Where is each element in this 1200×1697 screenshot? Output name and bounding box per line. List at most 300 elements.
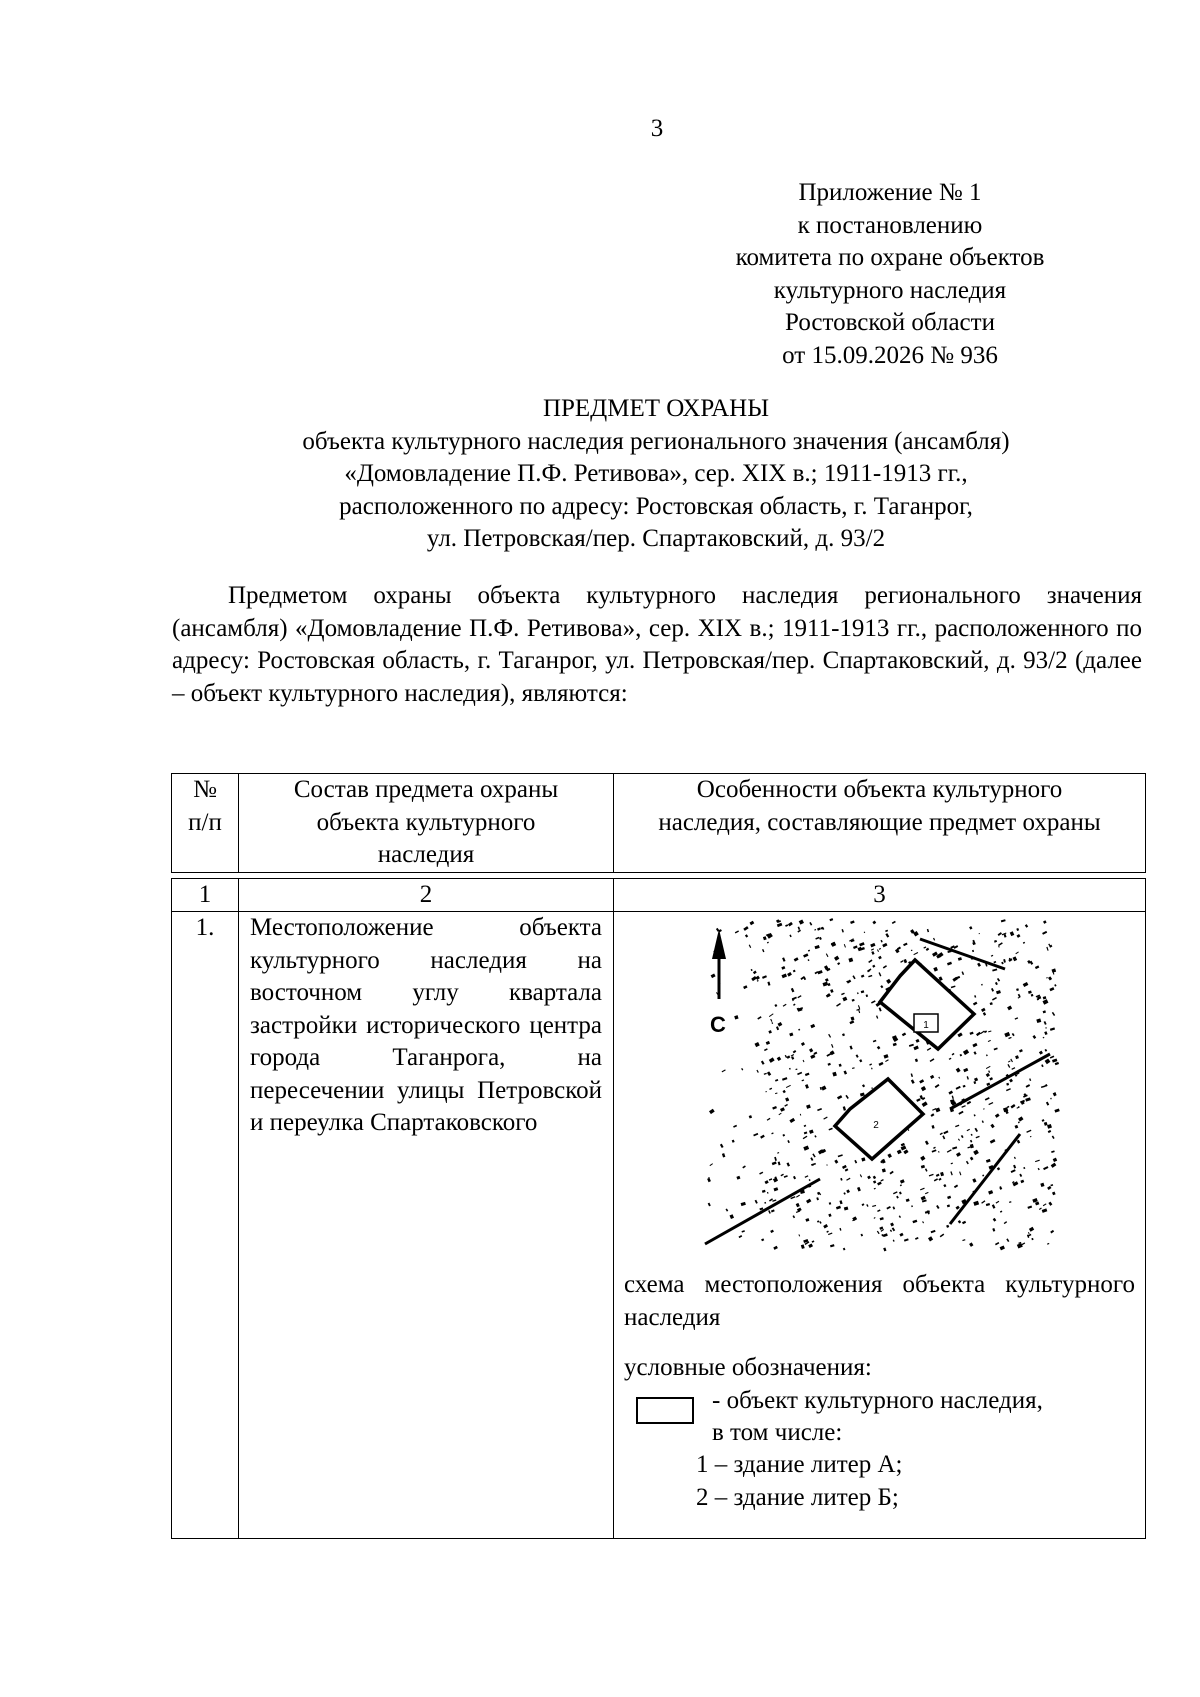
map-speckle bbox=[915, 1237, 919, 1240]
map-speckle bbox=[742, 1230, 745, 1232]
map-speckle bbox=[998, 942, 1003, 946]
map-speckle bbox=[785, 924, 788, 927]
map-speckle bbox=[753, 971, 757, 975]
map-speckle bbox=[736, 1176, 740, 1180]
map-speckle bbox=[1051, 1150, 1055, 1153]
map-speckle bbox=[1044, 1021, 1047, 1025]
map-speckle bbox=[873, 1040, 877, 1043]
map-speckle bbox=[967, 1101, 972, 1105]
map-speckle bbox=[887, 1153, 892, 1158]
map-speckle bbox=[992, 969, 997, 972]
map-speckle bbox=[878, 956, 882, 960]
map-speckle bbox=[877, 1231, 880, 1234]
map-speckle bbox=[963, 1068, 968, 1072]
map-speckle bbox=[805, 1175, 809, 1178]
map-speckle bbox=[983, 1012, 986, 1016]
map-speckle bbox=[871, 1087, 873, 1089]
map-speckle bbox=[899, 1233, 903, 1237]
map-speckle bbox=[879, 1007, 882, 1011]
map-speckle bbox=[1015, 1017, 1019, 1019]
map-speckle bbox=[868, 975, 872, 977]
map-speckle bbox=[866, 1204, 868, 1207]
map-speckle bbox=[921, 1165, 925, 1169]
map-speckle bbox=[1050, 1098, 1052, 1100]
map-speckle bbox=[798, 1234, 800, 1236]
map-speckle bbox=[829, 918, 833, 921]
map-speckle bbox=[775, 1079, 778, 1082]
map-speckle bbox=[858, 1010, 860, 1013]
map-speckle bbox=[904, 1238, 909, 1241]
header-cell-features bbox=[614, 774, 1146, 873]
map-speckle bbox=[769, 1088, 772, 1090]
map-speckle bbox=[782, 1077, 787, 1081]
map-speckle bbox=[961, 1135, 964, 1138]
map-speckle bbox=[777, 1152, 779, 1154]
map-speckle bbox=[952, 1146, 957, 1149]
map-speckle bbox=[741, 1202, 746, 1206]
map-speckle bbox=[899, 1192, 902, 1195]
map-speckle bbox=[843, 1248, 846, 1251]
map-speckle bbox=[817, 1220, 819, 1222]
map-speckle bbox=[842, 997, 847, 1002]
map-speckle bbox=[762, 975, 767, 979]
map-speckle bbox=[976, 1136, 980, 1139]
map-speckle bbox=[803, 953, 808, 957]
map-speckle bbox=[809, 1130, 814, 1134]
map-speckle bbox=[770, 1230, 774, 1233]
map-speckle bbox=[819, 937, 822, 940]
map-speckle bbox=[782, 973, 788, 978]
map-speckle bbox=[883, 1247, 886, 1251]
map-speckle bbox=[787, 1140, 790, 1143]
map-speckle bbox=[794, 957, 799, 961]
map-speckle bbox=[1045, 1027, 1046, 1028]
map-speckle bbox=[1003, 959, 1006, 963]
map-speckle bbox=[1050, 1056, 1054, 1059]
map-speckle bbox=[872, 1205, 876, 1207]
map-speckle bbox=[802, 1079, 805, 1081]
map-speckle bbox=[982, 1174, 984, 1176]
map-speckle bbox=[739, 1235, 743, 1238]
map-speckle bbox=[803, 1136, 808, 1140]
map-speckle bbox=[782, 957, 785, 961]
map-speckle bbox=[967, 1076, 969, 1079]
map-speckle bbox=[885, 933, 889, 937]
map-speckle bbox=[831, 942, 836, 947]
map-speckle bbox=[958, 1138, 960, 1140]
map-speckle bbox=[936, 1205, 939, 1209]
map-speckle bbox=[992, 1228, 995, 1232]
map-speckle bbox=[932, 1149, 937, 1152]
map-speckle bbox=[711, 974, 716, 979]
map-speckle bbox=[720, 1144, 724, 1148]
map-speckle bbox=[842, 1165, 847, 1169]
map-speckle bbox=[831, 1044, 833, 1048]
map-speckle bbox=[1010, 931, 1015, 936]
map-speckle bbox=[707, 1178, 711, 1182]
map-speckle bbox=[933, 1147, 936, 1149]
map-speckle bbox=[1055, 1062, 1059, 1065]
map-speckle bbox=[990, 1002, 993, 1005]
map-speckle bbox=[751, 976, 757, 981]
map-speckle bbox=[797, 1072, 802, 1075]
map-speckle bbox=[778, 1161, 781, 1165]
map-speckle bbox=[997, 1167, 1000, 1170]
map-speckle bbox=[857, 992, 859, 994]
map-speckle bbox=[893, 1206, 896, 1209]
map-speckle bbox=[959, 1171, 961, 1175]
map-speckle bbox=[823, 982, 829, 987]
map-speckle bbox=[960, 1054, 963, 1057]
map-speckle bbox=[812, 1240, 815, 1242]
map-speckle bbox=[921, 1086, 926, 1091]
map-speckle bbox=[877, 1046, 881, 1050]
map-speckle bbox=[726, 1208, 729, 1211]
header-text: Состав предмета охраны bbox=[293, 776, 559, 803]
map-speckle bbox=[1012, 1033, 1015, 1036]
map-speckle bbox=[800, 1114, 801, 1116]
map-speckle bbox=[877, 1182, 882, 1186]
map-speckle bbox=[1048, 1130, 1052, 1133]
map-speckle bbox=[942, 1135, 945, 1139]
map-speckle bbox=[963, 1085, 966, 1088]
map-speckle bbox=[896, 1196, 899, 1199]
appendix-block bbox=[700, 177, 1080, 372]
map-speckle bbox=[973, 1150, 979, 1156]
map-speckle bbox=[923, 946, 926, 948]
map-speckle bbox=[1052, 1059, 1057, 1063]
map-speckle bbox=[958, 957, 962, 961]
map-speckle bbox=[913, 1046, 918, 1051]
map-speckle bbox=[1045, 1049, 1048, 1052]
map-speckle bbox=[852, 999, 855, 1002]
heading-line: ул. Петровская/пер. Спартаковский, д. 93/2 bbox=[426, 525, 886, 552]
map-speckle bbox=[1025, 1097, 1031, 1101]
map-speckle bbox=[839, 1064, 842, 1067]
building-label-1: 1 bbox=[923, 1020, 929, 1031]
map-speckle bbox=[879, 948, 881, 950]
map-speckle bbox=[764, 1048, 768, 1051]
appendix-line: комитета по охране объектов bbox=[735, 244, 1045, 271]
map-speckle bbox=[880, 985, 883, 988]
map-speckle bbox=[938, 1178, 941, 1181]
map-speckle bbox=[861, 990, 865, 993]
map-speckle bbox=[876, 1015, 878, 1018]
map-speckle bbox=[900, 1184, 902, 1186]
map-speckle bbox=[819, 1221, 821, 1224]
map-speckle bbox=[789, 1118, 795, 1123]
composition-cell bbox=[239, 912, 614, 1539]
header-text: наследия, составляющие предмет охраны bbox=[658, 808, 1101, 836]
map-speckle bbox=[943, 1184, 946, 1187]
map-speckle bbox=[957, 1032, 962, 1037]
map-speckle bbox=[785, 1055, 787, 1058]
map-speckle bbox=[1011, 1067, 1015, 1070]
map-speckle bbox=[762, 1190, 766, 1193]
map-speckle bbox=[990, 1124, 994, 1128]
appendix-line: Приложение № 1 bbox=[798, 179, 982, 206]
map-speckle bbox=[836, 1206, 841, 1210]
map-speckle bbox=[994, 1048, 998, 1051]
map-speckle bbox=[826, 953, 829, 957]
map-speckle bbox=[769, 1178, 772, 1180]
map-speckle bbox=[970, 1157, 974, 1161]
map-speckle bbox=[883, 965, 887, 969]
map-speckle bbox=[1006, 1088, 1011, 1091]
north-arrow-icon bbox=[712, 929, 726, 999]
header-cell-number bbox=[172, 774, 239, 873]
map-speckle bbox=[871, 951, 874, 955]
appendix-line: культурного наследия bbox=[773, 276, 1007, 304]
map-speckle bbox=[993, 1218, 997, 1222]
map-speckle bbox=[1052, 1192, 1056, 1196]
map-speckle bbox=[759, 1172, 763, 1175]
map-speckle bbox=[981, 984, 983, 986]
map-speckle bbox=[985, 1097, 990, 1101]
map-speckle bbox=[1053, 1092, 1057, 1096]
map-speckle bbox=[847, 979, 852, 983]
map-speckle bbox=[869, 1063, 872, 1065]
map-speckle bbox=[972, 1043, 977, 1047]
map-speckle bbox=[829, 1202, 832, 1205]
map-speckle bbox=[1045, 1058, 1051, 1064]
map-speckle bbox=[816, 1197, 819, 1200]
map-speckle bbox=[940, 1234, 945, 1238]
map-speckle bbox=[947, 1204, 950, 1207]
map-speckle bbox=[892, 921, 896, 924]
map-speckle bbox=[969, 1242, 973, 1246]
map-speckle bbox=[966, 1161, 969, 1165]
map-speckle bbox=[912, 1220, 917, 1224]
map-speckle bbox=[890, 1222, 894, 1226]
numbering-cell: 3 bbox=[614, 879, 1146, 912]
map-speckle bbox=[911, 1205, 913, 1207]
map-speckle bbox=[973, 1201, 979, 1206]
map-speckle bbox=[1008, 958, 1012, 962]
header-text: наследия bbox=[377, 841, 475, 868]
map-speckle bbox=[950, 1171, 952, 1175]
map-speckle bbox=[846, 1178, 850, 1181]
map-speckle bbox=[995, 982, 998, 985]
map-speckle bbox=[771, 1132, 773, 1134]
map-speckle bbox=[851, 1016, 855, 1020]
map-speckle bbox=[793, 1050, 797, 1053]
appendix-line: к постановлению bbox=[797, 211, 983, 239]
map-speckle bbox=[969, 926, 972, 930]
map-speckle bbox=[808, 1244, 813, 1249]
map-speckle bbox=[935, 1107, 940, 1112]
map-speckle bbox=[979, 933, 980, 934]
map-speckle bbox=[933, 967, 938, 972]
map-speckle bbox=[1048, 976, 1052, 980]
legend-row bbox=[624, 1385, 1135, 1417]
map-speckle bbox=[1043, 1037, 1045, 1039]
map-speckle bbox=[741, 1068, 743, 1071]
map-speckle bbox=[710, 1163, 714, 1166]
map-speckle bbox=[974, 1077, 978, 1081]
map-speckle bbox=[901, 1145, 907, 1150]
map-speckle bbox=[1013, 956, 1018, 961]
map-speckle bbox=[970, 1144, 974, 1148]
map-speckle bbox=[872, 921, 876, 925]
map-speckle bbox=[951, 1163, 953, 1165]
map-speckle bbox=[954, 1184, 958, 1188]
map-speckle bbox=[877, 1209, 880, 1212]
map-speckle bbox=[842, 1033, 845, 1036]
map-speckle bbox=[757, 980, 759, 982]
map-speckle bbox=[936, 1174, 940, 1177]
map-speckle bbox=[768, 1210, 771, 1214]
map-speckle bbox=[799, 919, 804, 924]
map-speckle bbox=[852, 1067, 855, 1069]
map-speckle bbox=[812, 1153, 815, 1157]
map-speckle bbox=[795, 1068, 797, 1070]
map-speckle bbox=[787, 972, 792, 977]
map-speckle bbox=[874, 1217, 876, 1219]
map-speckle bbox=[846, 1189, 850, 1193]
map-speckle bbox=[828, 1034, 831, 1038]
map-speckle bbox=[828, 1063, 831, 1066]
map-speckle bbox=[1015, 1055, 1019, 1059]
map-speckle bbox=[885, 930, 888, 932]
map-speckle bbox=[986, 1066, 991, 1069]
map-speckle bbox=[925, 1140, 929, 1145]
map-speckle bbox=[859, 1059, 862, 1062]
map-speckle bbox=[722, 1069, 726, 1072]
map-speckle bbox=[767, 933, 773, 939]
map-speckle bbox=[1043, 1166, 1048, 1170]
document-heading bbox=[168, 393, 1144, 556]
map-speckle bbox=[935, 1084, 940, 1088]
map-speckle bbox=[765, 1180, 769, 1184]
map-speckle bbox=[837, 962, 840, 965]
map-speckle bbox=[931, 1230, 936, 1233]
map-speckle bbox=[861, 974, 865, 977]
map-speckle bbox=[806, 1199, 811, 1204]
map-speckle bbox=[1004, 1032, 1010, 1037]
map-speckle bbox=[958, 1111, 963, 1115]
map-speckle bbox=[1050, 1027, 1055, 1030]
map-speckle bbox=[913, 952, 918, 955]
map-speckle bbox=[826, 1231, 829, 1233]
map-speckle bbox=[886, 979, 891, 984]
map-speckle bbox=[1041, 1064, 1043, 1067]
map-speckle bbox=[943, 1130, 948, 1134]
map-speckle bbox=[849, 1020, 854, 1024]
header-text: объекта культурного bbox=[316, 808, 536, 836]
map-speckle bbox=[767, 1071, 771, 1076]
map-speckle bbox=[861, 1157, 865, 1161]
map-speckle bbox=[970, 1032, 974, 1035]
map-speckle bbox=[893, 1043, 897, 1046]
map-speckle bbox=[961, 1105, 965, 1108]
map-speckle bbox=[778, 1022, 783, 1027]
map-speckle bbox=[730, 1214, 735, 1219]
map-speckle bbox=[916, 1098, 920, 1102]
map-speckle bbox=[828, 983, 831, 986]
header-text: п/п bbox=[188, 808, 222, 836]
map-speckle bbox=[844, 1206, 849, 1210]
map-speckle bbox=[911, 1079, 915, 1083]
map-speckle bbox=[1046, 977, 1048, 978]
map-speckle bbox=[808, 959, 810, 961]
map-speckle bbox=[1043, 1010, 1046, 1013]
map-speckle bbox=[977, 963, 981, 967]
map-speckle bbox=[743, 985, 747, 989]
map-speckle bbox=[988, 1070, 990, 1073]
map-speckle bbox=[1031, 994, 1034, 997]
map-speckle bbox=[809, 1179, 811, 1181]
map-speckle bbox=[967, 1129, 970, 1132]
map-speckle bbox=[925, 1168, 928, 1171]
map-speckle bbox=[782, 1134, 785, 1137]
map-speckle bbox=[838, 1154, 843, 1157]
map-speckle bbox=[826, 1053, 831, 1057]
map-speckle bbox=[1043, 996, 1047, 999]
map-speckle bbox=[1017, 1243, 1023, 1249]
map-speckle bbox=[972, 942, 976, 946]
map-speckle bbox=[988, 1102, 993, 1105]
map-speckle bbox=[1029, 1227, 1034, 1232]
map-speckle bbox=[791, 988, 795, 992]
map-speckle bbox=[986, 1159, 991, 1163]
map-speckle bbox=[929, 1174, 934, 1177]
map-speckle bbox=[798, 1029, 800, 1031]
map-speckle bbox=[751, 969, 753, 971]
map-speckle bbox=[1016, 928, 1019, 931]
map-speckle bbox=[986, 1203, 990, 1206]
map-speckle bbox=[774, 1004, 777, 1007]
map-speckle bbox=[884, 1054, 889, 1058]
building-outline-2 bbox=[835, 1079, 923, 1159]
map-speckle bbox=[956, 1068, 961, 1073]
map-speckle bbox=[789, 1032, 793, 1036]
map-speckle bbox=[1001, 962, 1004, 965]
map-speckle bbox=[810, 1054, 815, 1059]
map-speckle bbox=[861, 1234, 864, 1237]
map-speckle bbox=[774, 1157, 777, 1161]
map-speckle bbox=[996, 1201, 1000, 1204]
map-speckle bbox=[870, 943, 875, 948]
map-speckle bbox=[772, 1022, 774, 1024]
map-speckle bbox=[873, 1176, 876, 1180]
legend-box-icon bbox=[636, 1397, 694, 1424]
map-speckle bbox=[864, 932, 866, 934]
map-speckle bbox=[1025, 924, 1028, 928]
map-speckle bbox=[955, 1125, 959, 1128]
map-speckle bbox=[920, 1188, 925, 1191]
map-speckle bbox=[769, 1057, 775, 1062]
map-speckle bbox=[850, 1046, 853, 1050]
map-speckle bbox=[788, 922, 793, 927]
map-speckle bbox=[832, 1072, 837, 1077]
map-speckle bbox=[1023, 982, 1029, 987]
map-speckle bbox=[776, 1026, 779, 1030]
map-speckle bbox=[1035, 965, 1039, 969]
map-speckle bbox=[997, 978, 1000, 982]
map-speckle bbox=[988, 1190, 993, 1195]
heading-line: «Домовладение П.Ф. Ретивова», сер. XIX в.; 1911-1913 гг., bbox=[344, 460, 968, 487]
map-speckle bbox=[834, 1159, 838, 1163]
map-speckle bbox=[768, 1030, 771, 1033]
location-map bbox=[624, 912, 1135, 1267]
map-speckle bbox=[773, 1246, 778, 1250]
table-row bbox=[172, 912, 1146, 1539]
legend-item: 2 – здание литер Б; bbox=[696, 1483, 899, 1511]
map-speckle bbox=[995, 1113, 1000, 1117]
map-speckle bbox=[938, 1077, 940, 1079]
map-speckle bbox=[982, 1120, 984, 1123]
